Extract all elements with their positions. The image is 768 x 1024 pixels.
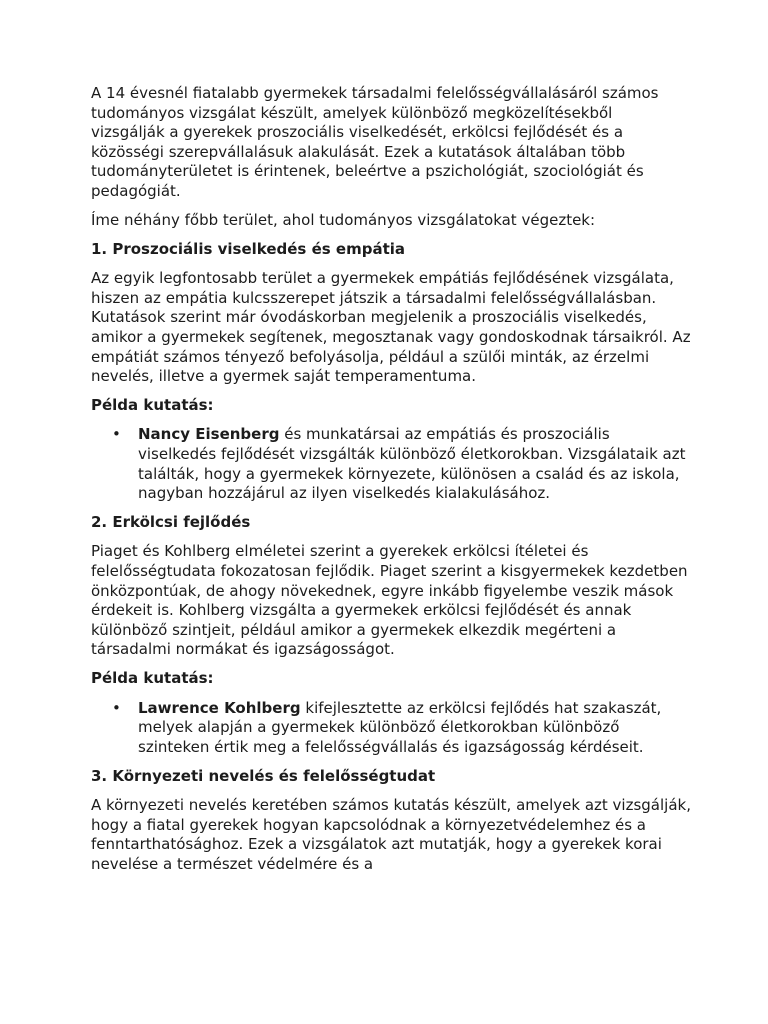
section-heading-2: 2. Erkölcsi fejlődés	[91, 513, 251, 532]
document-page	[91, 84, 691, 884]
intro-paragraph: A 14 évesnél fiatalabb gyermekek társadalmi felelősségvállalásáról számos tudományos vizsgálat készült, amelyek különböző megközelítésekből vizsgálják a gyerekek proszociális viselkedését, erkölcsi fejlődését és a közösségi szerepvállalásuk alakulását. Ezek a kutatások általában több tudományterületet is érintenek, beleértve a pszichológiát, szociológiát és pedagógiát.	[91, 84, 659, 200]
list-item	[91, 425, 691, 503]
example-list-2	[91, 699, 691, 758]
intro-lead: Íme néhány főbb terület, ahol tudományos vizsgálatokat végeztek:	[91, 211, 596, 230]
researcher-name: Lawrence Kohlberg	[138, 698, 301, 717]
researcher-name: Nancy Eisenberg	[138, 425, 280, 444]
section-paragraph-2: Piaget és Kohlberg elméletei szerint a gyerekek erkölcsi ítéletei és felelősségtudata fokozatosan fejlődik. Piaget szerint a kisgyermekek kezdetben önközpontúak, de ahogy növekednek, egyre inkább figyelembe veszik mások érdekeit is. Kohlberg vizsgálta a gyermekek erkölcsi fejlődését és annak különböző szintjeit, például amikor a gyermekek elkezdik megérteni a társadalmi normákat és igazságosságot.	[91, 542, 688, 659]
example-label-2: Példa kutatás:	[91, 669, 214, 688]
section-paragraph-3: A környezeti nevelés keretében számos kutatás készült, amelyek azt vizsgálják, hogy a fiatal gyerekek hogyan kapcsolódnak a környezetvédelemhez és a fenntarthatósághoz. Ezek a vizsgálatok azt mutatják, hogy a gyerekek korai nevelése a természet védelmére és a	[91, 795, 691, 873]
section-heading-3: 3. Környezeti nevelés és felelősségtudat	[91, 766, 436, 785]
example-list-1	[91, 425, 691, 503]
list-item	[91, 699, 691, 758]
bullet-icon: •	[112, 425, 121, 444]
section-paragraph-1: Az egyik legfontosabb terület a gyermekek empátiás fejlődésének vizsgálata, hiszen az empátia kulcsszerepet játszik a társadalmi felelősségvállalásban. Kutatások szerint már óvodáskorban megjelenik a proszociális viselkedés, amikor a gyermekek segítenek, megosztanak vagy gondoskodnak társaikról. Az empátiát számos tényező befolyásolja, például a szülői minták, az érzelmi nevelés, illetve a gyermek saját temperamentuma.	[91, 269, 691, 386]
example-text: kifejlesztette az erkölcsi fejlődés hat szakaszát, melyek alapján a gyermekek különböző életkorokban különböző szinteken értik meg a felelősségvállalás és igazságosság kérdéseit.	[138, 698, 662, 756]
bullet-icon: •	[112, 698, 121, 717]
example-text: és munkatársai az empátiás és proszociális viselkedés fejlődését vizsgálták különböző életkorokban. Vizsgálataik azt találták, hogy a gyermekek környezete, különösen a család és az iskola, nagyban hozzájárul az ilyen viselkedés kialakulásához.	[138, 425, 686, 503]
section-heading-1: 1. Proszociális viselkedés és empátia	[91, 240, 405, 259]
example-label-1: Példa kutatás:	[91, 396, 214, 415]
